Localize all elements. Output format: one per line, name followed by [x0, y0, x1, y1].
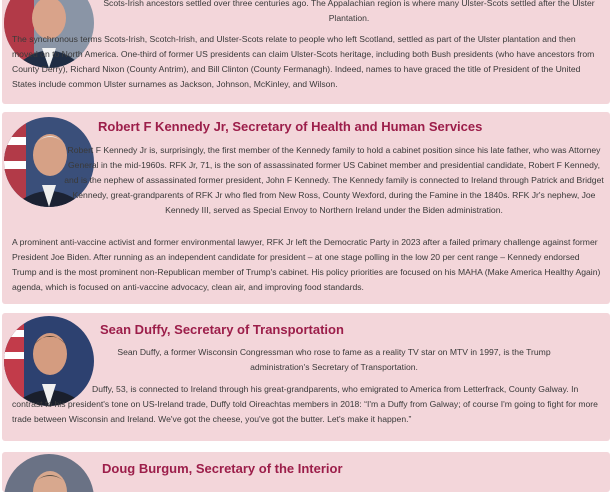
article-card-rfk-jr — [2, 112, 610, 304]
card-intro-text: Sean Duffy, a former Wisconsin Congressman who rose to fame as a reality TV star on MTV in 1997, is the Trump administration's Secretary of Transportation. — [117, 347, 551, 372]
card-intro-text: Scots-Irish ancestors settled over three centuries ago. The Appalachian region is where many Ulster-Scots settled after the Ulster Plantation. — [103, 0, 595, 23]
card-title: Doug Burgum, Secretary of the Interior — [102, 461, 343, 476]
card-body-text: A prominent anti-vaccine activist and former environmental lawyer, RFK Jr left the Democratic Party in 2023 after a failed primary challenge against former President Joe Biden. After running as an independent candidate for president – at one stage polling in the low 20 per cent range – Kennedy endorsed Trump and is the most prominent non-Republican member of Trump's cabinet. His policy priorities are focused on his MAHA (Make America Healthy Again) agenda, which is focused on anti-vaccine advocacy, clean air, and improving food standards. — [12, 237, 601, 292]
card-body-text: The synchronous terms Scots-Irish, Scotch-Irish, and Ulster-Scots relate to people who left Scotland, settled as part of the Ulster plantation and then moved on to North America. One-third of former US presidents can claim Ulster-Scots heritage, including both Bush presidents (who have ancestors from County Derry), Richard Nixon (County Antrim), and Bill Clinton (County Fermanagh). Indeed, names to have graced the title of President of the United States include common Ulster surnames as Jackson, Johnson, McKinley, and Wilson. — [12, 34, 595, 89]
card-intro-text: Robert F Kennedy Jr is, surprisingly, the first member of the Kennedy family to hold a cabinet position since his late father, who was Attorney General in the mid-1960s. RFK Jr, 71, is the son of assassinated former US Cabinet member and presidential candidate, Robert F Kennedy, and is the nephew of assassinated former president, John F Kennedy. The Kennedy family is connected to Ireland through Patrick and Bridget Kennedy, great-grandparents of RFK Jr who fled from New Ross, County Wexford, during the Famine in the 1840s. RFK Jr's nephew, Joe Kennedy III, served as Special Envoy to Northern Ireland under the Biden administration. — [64, 145, 604, 215]
article-card-sean-duffy — [2, 313, 610, 441]
card-title: Robert F Kennedy Jr, Secretary of Health and Human Services — [98, 119, 483, 134]
card-body-text: Duffy, 53, is connected to Ireland through his great-grandparents, who emigrated to America from Letterfrack, County Galway. In contrast to his president's tone on US-Ireland trade, Duffy told Oireachtas members in 2018: “I'm a Duffy from Galway; of course I'm going to fight for more trade between Wisconsin and Ireland. We've got the cheese, you've got the butter. Let's make it happen.” — [12, 384, 598, 424]
article-card-ulster-scots — [2, 0, 610, 104]
article-card-doug-burgum — [2, 452, 610, 492]
doug-burgum-portrait-avatar — [4, 454, 94, 492]
card-title: Sean Duffy, Secretary of Transportation — [100, 322, 344, 337]
